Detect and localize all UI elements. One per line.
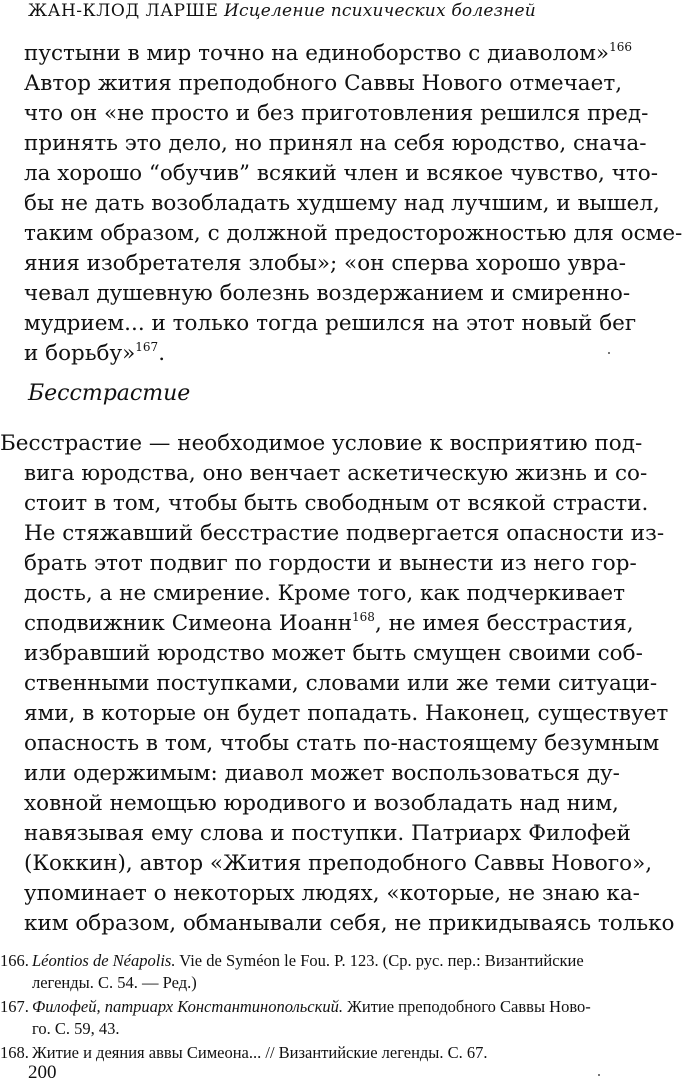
footnote-author: Филофей, патриарх Константинопольский. — [32, 997, 343, 1016]
text-line: брать этот подвиг по гордости и вынести из него гор- — [24, 551, 637, 576]
text-line: сподвижник Симеона Иоанн$^{168}$, не имея бесстрастия, — [24, 610, 634, 636]
text-line: ким образом, обманывали себя, не прикидываясь только — [24, 911, 675, 936]
text-line: Бесстрастие — необходимое условие к восприятию под- — [0, 431, 643, 456]
text-line: мудрием... и только тогда решился на этот новый бег — [24, 311, 637, 336]
footnote-text: Житие и деяния аввы Симеона... // Византийские легенды. С. 67. — [32, 1043, 488, 1062]
text-line: вига юродства, оно венчает аскетическую жизнь и со- — [24, 461, 648, 486]
text-line: избравший юродство может быть смущен своими соб- — [24, 641, 643, 666]
footnote-ref: 167 — [135, 340, 159, 354]
text-line: чевал душевную болезнь воздержанием и смиренно- — [24, 281, 631, 306]
page-number: 200 — [28, 1062, 57, 1083]
text-line: что он «не просто и без приготовления решился пред- — [24, 101, 649, 126]
scan-speck — [598, 1074, 600, 1076]
footnote-item — [0, 1042, 610, 1064]
footnote-text: Vie de Syméon le Fou. P. 123. (Ср. рус. пер.: Византийские — [175, 951, 584, 970]
text-line: Не стяжавший бесстрастие подвергается опасности из- — [24, 521, 665, 546]
footnote-author: Léontios de Néapolis. — [32, 951, 176, 970]
header-author: ЖАН-КЛОД ЛАРШЕ — [28, 1, 219, 21]
footnote-number: 168. — [0, 1043, 29, 1062]
text-line: яния изобретателя злобы»; «он сперва хорошо увра- — [24, 251, 627, 276]
footnote-number: 166. — [0, 951, 29, 970]
text-line: пустыни в мир точно на единоборство с диаволом»$^{166}$ — [24, 40, 632, 66]
footnote-item — [0, 996, 610, 1018]
text-line: ями, в которые он будет попадать. Наконец, существует — [24, 701, 669, 726]
text-line: бы не дать возобладать худшему над лучшим, и вышел, — [24, 191, 660, 216]
text-line: или одержимым: диавол может воспользоваться ду- — [24, 761, 620, 786]
running-header — [28, 0, 536, 22]
footnote-continuation: го. С. 59, 43. — [32, 1019, 120, 1038]
footnote-text: Житие преподобного Саввы Ново- — [342, 997, 591, 1016]
text-line: ховной немощью юродивого и возобладать над ним, — [24, 791, 619, 816]
text-line: Автор жития преподобного Саввы Нового отмечает, — [24, 71, 623, 96]
footnote-item — [0, 950, 610, 972]
text-line: таким образом, с должной предосторожностью для осме- — [24, 221, 682, 246]
text-line: дость, а не смирение. Кроме того, как подчеркивает — [24, 581, 626, 606]
text-line: (Коккин), автор «Жития преподобного Саввы Нового», — [24, 851, 653, 876]
text-line: стоит в том, чтобы быть свободным от всякой страсти. — [24, 491, 649, 516]
text-line: и борьбу»$^{167}$. — [24, 340, 166, 366]
text-line: ственными поступками, словами или же теми ситуаци- — [24, 671, 658, 696]
footnote-continuation: легенды. С. 54. — Ред.) — [32, 973, 197, 992]
header-title: Исцеление психических болезней — [223, 1, 536, 21]
scan-speck — [608, 352, 610, 354]
footnote-ref: 168 — [352, 610, 375, 624]
text-line: навязывая ему слова и поступки. Патриарх Филофей — [24, 821, 631, 846]
text-line: опасность в том, чтобы стать по-настоящему безумным — [24, 731, 660, 756]
footnote-number: 167. — [0, 997, 29, 1016]
footnote-ref: 166 — [609, 40, 632, 54]
section-heading: Бесстрастие — [28, 381, 191, 406]
text-line: упоминает о некоторых людях, «которые, не знаю ка- — [24, 881, 640, 906]
text-line: принять это дело, но принял на себя юродство, снача- — [24, 131, 647, 156]
text-line: ла хорошо “обучив” всякий член и всякое чувство, что- — [24, 161, 659, 186]
